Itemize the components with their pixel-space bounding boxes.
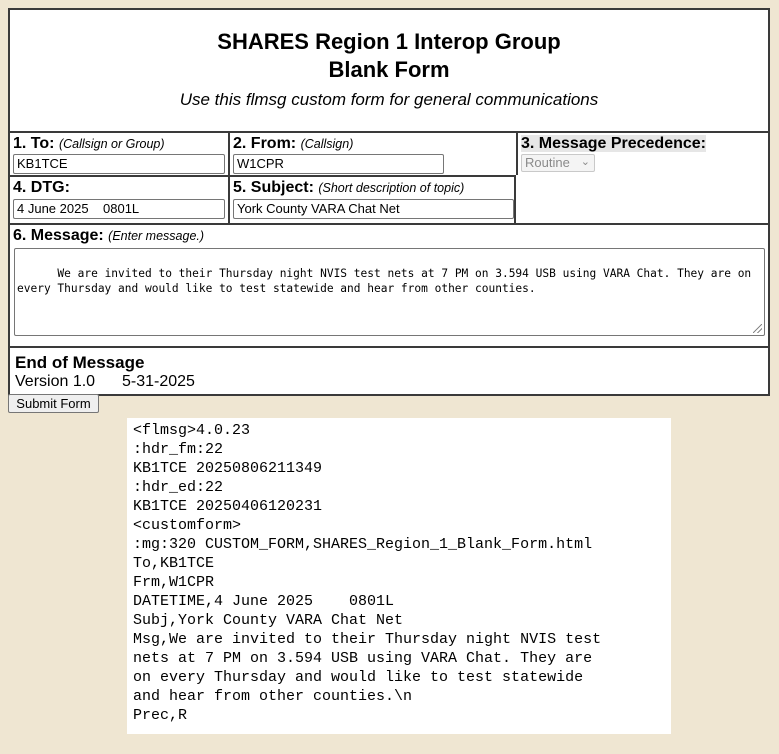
subject-label-text: 5. Subject: (233, 179, 314, 196)
message-text: We are invited to their Thursday night NVIS test nets at 7 PM on 3.594 USB using VARA Chat. They are on every Thursday and would like to test statewide and hear from other counties. (17, 267, 758, 295)
from-label (233, 135, 353, 153)
subject-hint: (Short description of topic) (318, 181, 465, 195)
from-cell (228, 131, 516, 175)
from-input[interactable]: W1CPR (233, 154, 444, 174)
to-label-text: 1. To: (13, 135, 55, 152)
form-instructions: Use this flmsg custom form for general communications (179, 90, 599, 109)
output-line: nets at 7 PM on 3.594 USB using VARA Chat. They are (133, 650, 593, 667)
output-line: DATETIME,4 June 2025 0801L (133, 593, 395, 610)
resize-grip-icon[interactable] (753, 324, 762, 333)
to-input[interactable]: KB1TCE (13, 154, 225, 174)
end-of-message: End of Message (15, 353, 145, 372)
message-textarea[interactable] (14, 248, 765, 336)
footer-cell (10, 346, 768, 394)
message-label (13, 227, 204, 245)
dtg-label (13, 179, 70, 197)
output-line: <customform> (133, 517, 242, 534)
message-cell (10, 223, 768, 346)
chevron-down-icon: ⌄ (580, 156, 590, 168)
precedence-cell (516, 131, 768, 175)
output-line: Frm,W1CPR (133, 574, 215, 591)
subject-input[interactable]: York County VARA Chat Net (233, 199, 514, 219)
version-label: Version 1.0 (15, 373, 96, 390)
message-label-text: 6. Message: (13, 227, 104, 244)
output-line: To,KB1TCE (133, 555, 215, 572)
dtg-label-text: 4. DTG: (13, 179, 70, 196)
output-line: KB1TCE 20250806211349 (133, 460, 323, 477)
form-subtitle-title: Blank Form (328, 57, 450, 82)
to-cell (10, 131, 228, 175)
message-hint: (Enter message.) (108, 229, 205, 243)
dtg-input[interactable]: 4 June 2025 0801L (13, 199, 225, 219)
subject-label (233, 179, 464, 197)
subject-cell (228, 175, 516, 223)
from-hint: (Callsign) (300, 137, 354, 151)
precedence-label-text: 3. Message Precedence: (521, 135, 706, 152)
output-panel (127, 418, 671, 734)
output-line: and hear from other counties.\n (133, 688, 413, 705)
precedence-select[interactable] (521, 154, 595, 172)
output-line: <flmsg>4.0.23 (133, 422, 251, 439)
output-line: KB1TCE 20250406120231 (133, 498, 323, 515)
precedence-label (521, 135, 706, 153)
to-label (13, 135, 165, 153)
precedence-selected: Routine (525, 155, 570, 170)
output-line: :mg:320 CUSTOM_FORM,SHARES_Region_1_Blank_Form.html (133, 536, 593, 553)
output-text (133, 421, 601, 725)
form-header (10, 10, 768, 131)
output-line: Subj,York County VARA Chat Net (133, 612, 404, 629)
to-hint: (Callsign or Group) (58, 137, 165, 151)
dtg-cell (10, 175, 228, 223)
version-date: 5-31-2025 (122, 373, 195, 390)
form-title: SHARES Region 1 Interop Group (217, 29, 561, 54)
output-line: :hdr_fm:22 (133, 441, 224, 458)
output-line: on every Thursday and would like to test statewide (133, 669, 584, 686)
blank-form (8, 8, 770, 396)
output-line: :hdr_ed:22 (133, 479, 224, 496)
submit-button[interactable]: Submit Form (8, 394, 99, 413)
output-line: Prec,R (133, 707, 188, 724)
output-line: Msg,We are invited to their Thursday night NVIS test (133, 631, 602, 648)
from-label-text: 2. From: (233, 135, 297, 152)
